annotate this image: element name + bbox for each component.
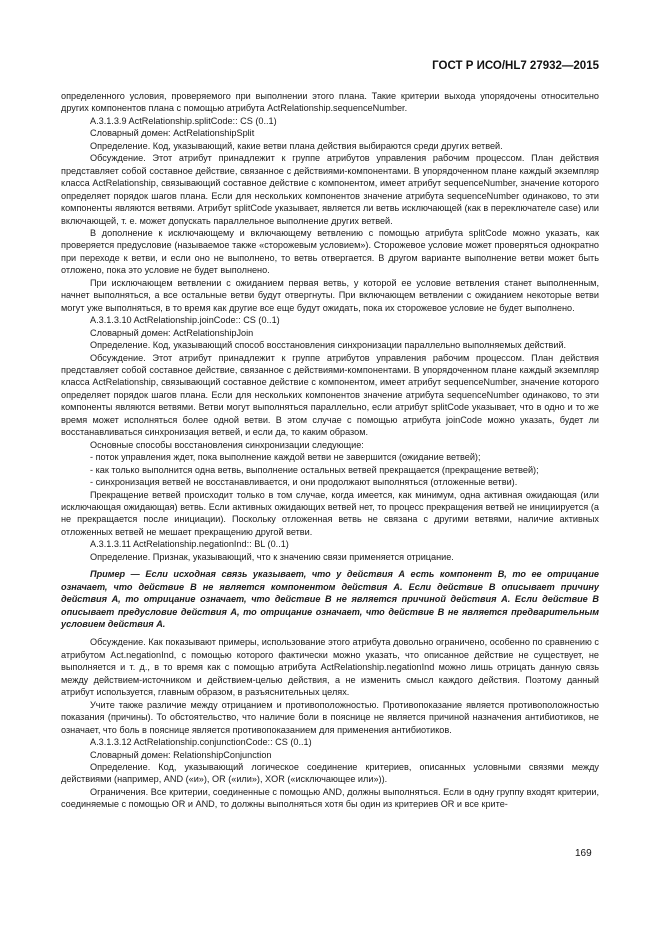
body-paragraph: - как только выполнится одна ветвь, выполнение остальных ветвей прекращается (прекращение ветвей); <box>90 464 539 475</box>
body-paragraph: Определение. Код, указывающий способ восстановления синхронизации параллельно выполняемых действий. <box>90 340 567 351</box>
body-paragraph: A.3.1.3.12 ActRelationship.conjunctionCode:: CS (0..1) <box>90 737 312 748</box>
page-number: 169 <box>575 848 592 859</box>
body-paragraph: Обсуждение. Этот атрибут принадлежит к группе атрибутов управления рабочим процессом. План действия представляет собой составное действие, связанное с действиями-компонентами. В упорядоченном плане каждый экземпляр класса ActRelationship, связывающий составное действие с компонентом, имеет атрибут sequenceNumber, значение которого определяет порядок шагов плана. Если для нескольких компонентов значение атрибута sequenceNumber одинаково, то эти компоненты являются ветвями. Атрибут splitCode указывает, является ли ветвь исключающей (как в переключателе case) или включающей, т. е. может допускать параллельное выполнение других ветвей. <box>61 153 599 226</box>
body-paragraph: Учите также различие между отрицанием и противоположностью. Противопоказание является противоположностью показания (причины). То обстоятельство, что наличие боли в пояснице не является причиной назначения антибиотиков, не означает, что боль в пояснице является противопоказанием для применения антибиотиков. <box>61 699 599 735</box>
body-paragraph: Ограничения. Все критерии, соединенные с помощью AND, должны выполняться. Если в одну группу входят критерии, соединяемые с помощью OR и AND, то должны выполняться хотя бы один из критериев OR и все крите- <box>61 786 599 810</box>
body-paragraph: A.3.1.3.11 ActRelationship.negationInd:: BL (0..1) <box>90 539 289 550</box>
body-paragraph: Определение. Признак, указывающий, что к значению связи применяется отрицание. <box>90 551 454 562</box>
body-paragraph: Словарный домен: ActRelationshipSplit <box>90 128 255 139</box>
body-paragraph: - поток управления ждет, пока выполнение каждой ветви не завершится (ожидание ветвей); <box>90 452 481 463</box>
body-paragraph: Обсуждение. Как показывают примеры, использование этого атрибута довольно ограничено, особенно по сравнению с атрибутом Act.negationInd, с помощью которого фактически можно указать, что описанное действие не существует, не выполняется и т. д., в то время как с помощью атрибута ActRelationship.negationInd можно лишь отрицать данную связь между действием-источником и действием-целью действия, а не изменить смысл каждого действия. Поэтому данный атрибут используется, главным образом, в разъяснительных целях. <box>61 637 599 698</box>
example-paragraph: Пример — Если исходная связь указывает, что у действия А есть компонент В, то ее отрицание означает, что действие В не является компонентом действия А. Если действие В описывает причину действия А, то отрицание означает, что действие В не является причиной действия А. Если действие В описывает предусловие действия А, то отрицание означает, что действие В не является предварительным условием действия А. <box>61 569 599 630</box>
body-paragraph: - синхронизация ветвей не восстанавливается, и они продолжают выполняться (отложенные ветви). <box>90 477 518 488</box>
body-paragraph: Определение. Код, указывающий, какие ветви плана действия выбираются среди других ветвей. <box>90 140 503 151</box>
body-paragraph: Словарный домен: RelationshipConjunction <box>90 749 272 760</box>
body-paragraph: Обсуждение. Этот атрибут принадлежит к группе атрибутов управления рабочим процессом. План действия представляет собой составное действие, связанное с действиями-компонентами. В упорядоченном плане каждый экземпляр класса ActRelationship, связывающий составное действие с компонентом, имеет атрибут sequenceNumber, значение которого определяет порядок шагов плана. Если для нескольких компонентов значение атрибута sequenceNumber одинаково, то эти компоненты являются ветвями. Ветви могут выполняться параллельно, если атрибут splitCode указывает, что в одно и то же время может исполняться более одной ветви. В этом случае с помощью атрибута joinCode можно указать, будет ли восстанавливаться синхронизация ветвей, и если да, то каким образом. <box>61 352 599 438</box>
body-paragraph: Определение. Код, указывающий логическое соединение критериев, описанных условными связями между действиями (например, AND («и»), OR («или»), XOR («исключающее или»)). <box>61 762 599 785</box>
body-paragraph: Основные способы восстановления синхронизации следующие: <box>90 439 364 450</box>
body-paragraph: При исключающем ветвлении с ожиданием первая ветвь, у которой ее условие ветвления станет выполненным, начнет выполняться, а все остальные ветви будут отвергнуты. При включающем ветвлении с ожиданием некоторые ветви могут уже выполняться, в то время как другие все еще будут ожидать, пока их сторожевое условие не будет выполнено. <box>61 277 599 313</box>
body-paragraph: A.3.1.3.9 ActRelationship.splitCode:: CS (0..1) <box>90 115 277 126</box>
body-paragraph: В дополнение к исключающему и включающему ветвлению с помощью атрибута splitCode можно указать, как проверяется предусловие (называемое также «сторожевым условием»). Сторожевое условие может проверяться однократно при переходе к ветви, и если оно не выполнено, то ветвь отвергается. В другом варианте выполнение ветви может быть отложено, пока это условие не будет выполнено. <box>61 227 599 276</box>
body-paragraph: Прекращение ветвей происходит только в том случае, когда имеется, как минимум, одна активная ожидающая (или исключающая ожидающая) ветвь. Если активных ожидающих ветвей нет, то процесс прекращения ветвей не инициируется (а не прекращается после инициации). Поскольку отложенная ветвь не связана с другими ветвями, наличие активных отложенных ветвей не мешает прекращению другой ветви. <box>61 489 599 537</box>
body-paragraph: A.3.1.3.10 ActRelationship.joinCode:: CS (0..1) <box>90 315 280 326</box>
body-paragraph: определенного условия, проверяемого при выполнении этого плана. Такие критерии выхода упорядочены относительно других компонентов плана с помощью атрибута ActRelationship.sequenceNumber. <box>61 91 599 114</box>
body-paragraph: Словарный домен: ActRelationshipJoin <box>90 327 254 338</box>
document-body <box>61 90 599 811</box>
standard-header: ГОСТ Р ИСО/HL7 27932—2015 <box>432 60 599 72</box>
